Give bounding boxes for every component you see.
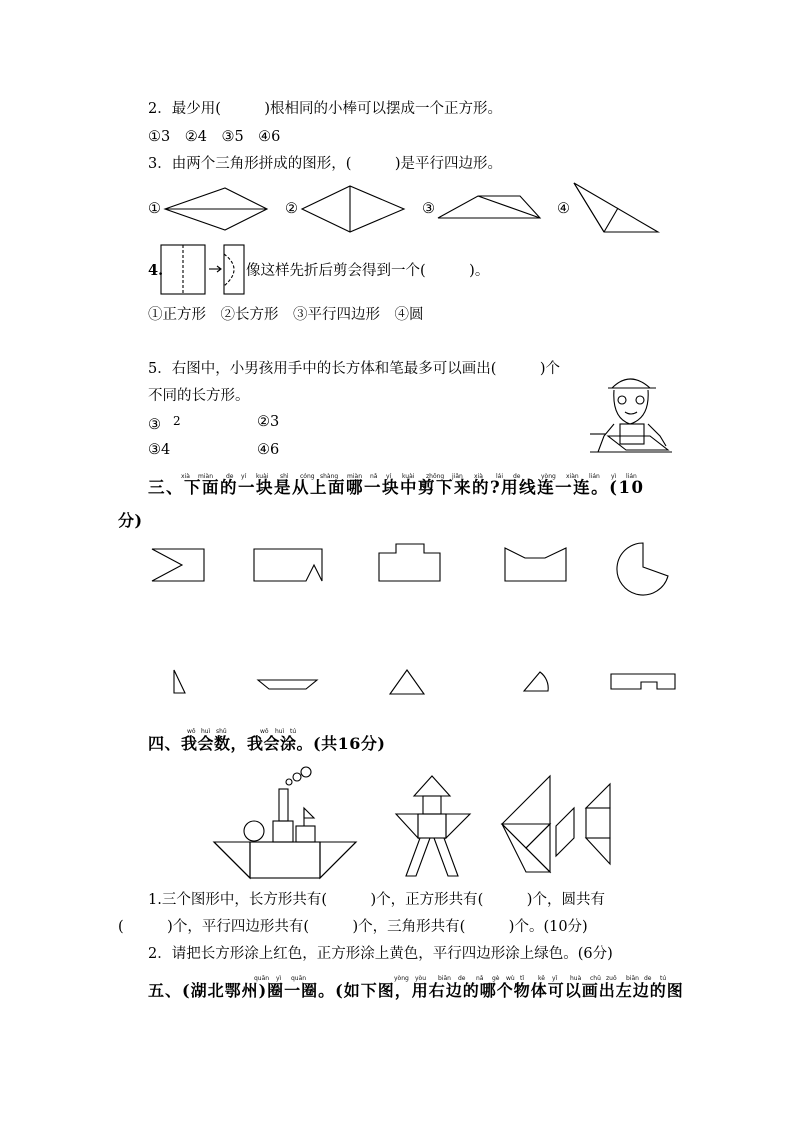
- pinyin: zhōng: [426, 473, 445, 480]
- pinyin: quān: [254, 975, 270, 982]
- pinyin: cóng: [300, 473, 315, 480]
- pinyin: xià: [181, 473, 190, 480]
- pinyin: yòng: [541, 473, 556, 480]
- pinyin: xià: [474, 473, 483, 480]
- q4-question: 像这样先折后剪会得到一个( )。: [246, 263, 490, 279]
- section3-heading: 三、下面的一块是从上面哪一块中剪下来的?用线连一连。(10: [148, 478, 645, 497]
- pinyin: lián: [589, 473, 600, 480]
- pinyin: zuǒ: [606, 975, 617, 982]
- pinyin: yì: [611, 473, 617, 480]
- q5-question-line2: 不同的长方形。: [148, 388, 250, 404]
- section4-q2: 2．请把长方形涂上红色，正方形涂上黄色，平行四边形涂上绿色。(6分): [148, 946, 613, 962]
- section4-q1-line2: ( )个，平行四边形共有( )个，三角形共有( )个。(10分): [118, 919, 588, 935]
- pinyin: de: [513, 473, 521, 480]
- q5-option-c: ③4: [148, 442, 171, 458]
- q5-question-line1: 5．右图中，小男孩用手中的长方体和笔最多可以画出( )个: [148, 361, 561, 377]
- q3-question: 3．由两个三角形拼成的图形，( )是平行四边形。: [148, 156, 503, 172]
- q2-question: 2．最少用( )根相同的小棒可以摆成一个正方形。: [148, 101, 503, 117]
- pinyin: kuài: [256, 473, 269, 480]
- section5-heading: 五、(湖北鄂州)圈一圈。(如下图，用右边的哪个物体可以画出左边的图: [148, 981, 684, 1000]
- pinyin: miàn: [347, 473, 362, 480]
- pinyin: chū: [590, 975, 601, 982]
- pinyin: biān: [438, 975, 451, 982]
- pinyin: huì: [275, 728, 285, 735]
- pinyin: lián: [626, 473, 637, 480]
- pinyin: yí: [386, 473, 392, 480]
- q4-number: 4.: [148, 262, 164, 279]
- pinyin: de: [458, 975, 466, 982]
- q3-label-1: ①: [148, 201, 161, 217]
- q2-options: ①3 ②4 ③5 ④6: [148, 129, 281, 145]
- pinyin: shì: [280, 473, 289, 480]
- pinyin: kě: [538, 975, 545, 982]
- pinyin: de: [226, 473, 234, 480]
- q4-options: ①正方形 ②长方形 ③平行四边形 ④圆: [148, 307, 424, 323]
- pinyin: shàng: [320, 473, 339, 480]
- pinyin: jiǎn: [452, 473, 463, 480]
- q5-option-a: ③: [148, 417, 161, 433]
- pinyin: kuài: [402, 473, 415, 480]
- pinyin: de: [644, 975, 652, 982]
- q5-option-b: ②3: [257, 414, 280, 430]
- pinyin: biān: [626, 975, 639, 982]
- pinyin: miàn: [198, 473, 213, 480]
- pinyin: wǒ: [260, 728, 269, 735]
- pinyin: yì: [276, 975, 282, 982]
- pinyin: wǒ: [187, 728, 196, 735]
- pinyin: gè: [492, 975, 500, 982]
- pinyin: huì: [201, 728, 211, 735]
- pinyin: nǎ: [476, 975, 484, 982]
- section3-heading-cont: 分): [118, 511, 143, 530]
- section4-q1-line1: 1.三个图形中，长方形共有( )个，正方形共有( )个，圆共有: [148, 892, 605, 908]
- pinyin: quān: [291, 975, 307, 982]
- q5-option-a-value: 2: [173, 414, 181, 428]
- q3-label-3: ③: [422, 201, 435, 217]
- pinyin: nǎ: [370, 473, 378, 480]
- section4-heading: 四、我会数，我会涂。(共16分): [148, 734, 386, 753]
- pinyin: shǔ: [216, 728, 227, 735]
- q5-option-d: ④6: [257, 442, 280, 458]
- pinyin: wù: [506, 975, 515, 982]
- q3-label-4: ④: [557, 201, 570, 217]
- pinyin: yòu: [415, 975, 427, 982]
- pinyin: tǐ: [520, 975, 525, 982]
- q3-label-2: ②: [285, 201, 298, 217]
- pinyin: tú: [290, 728, 297, 735]
- pinyin: xiàn: [566, 473, 579, 480]
- pinyin: yòng: [394, 975, 409, 982]
- pinyin: yí: [241, 473, 247, 480]
- pinyin: tú: [660, 975, 667, 982]
- pinyin: lái: [496, 473, 504, 480]
- pinyin: huà: [570, 975, 582, 982]
- pinyin: yǐ: [552, 975, 558, 982]
